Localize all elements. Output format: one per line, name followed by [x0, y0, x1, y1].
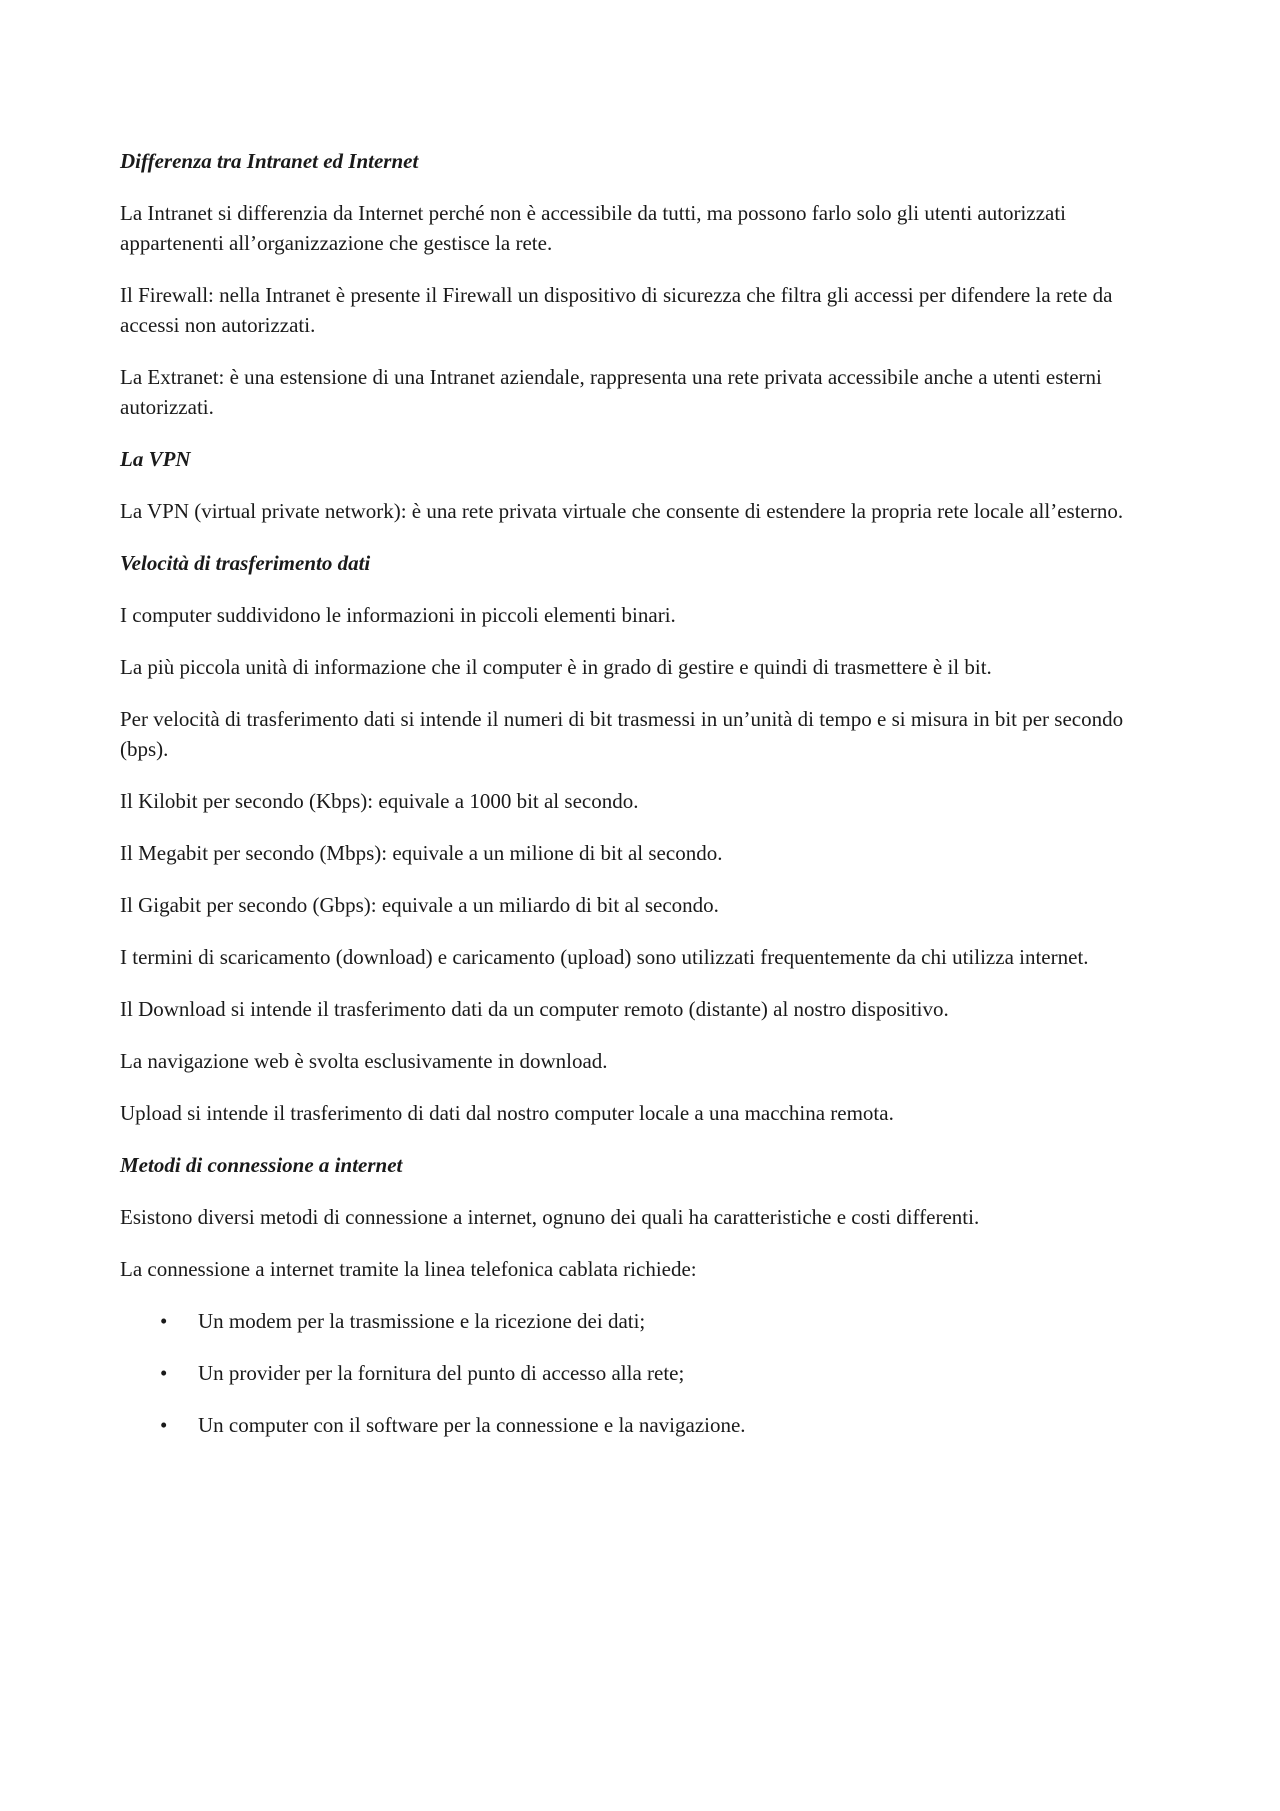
- paragraph-kbps: Il Kilobit per secondo (Kbps): equivale a 1000 bit al secondo.: [120, 789, 639, 813]
- paragraph-intranet: La Intranet si differenzia da Internet perché non è accessibile da tutti, ma possono farlo solo gli utenti autorizzati appartenenti all’organizzazione che gestisce la rete.: [120, 201, 1067, 255]
- list-item: [120, 1306, 1160, 1336]
- heading-intranet-internet: Differenza tra Intranet ed Internet: [120, 149, 419, 173]
- paragraph-download: Il Download si intende il trasferimento dati da un computer remoto (distante) al nostro dispositivo.: [120, 997, 949, 1021]
- heading-metodi-connessione: Metodi di connessione a internet: [120, 1153, 403, 1177]
- requirements-list: [120, 1306, 1160, 1440]
- heading-velocita: Velocità di trasferimento dati: [120, 551, 371, 575]
- paragraph-metodi: Esistono diversi metodi di connessione a internet, ognuno dei quali ha caratteristiche e costi differenti.: [120, 1205, 980, 1229]
- paragraph-navigazione: La navigazione web è svolta esclusivamente in download.: [120, 1049, 608, 1073]
- paragraph-upload: Upload si intende il trasferimento di dati dal nostro computer locale a una macchina remota.: [120, 1101, 894, 1125]
- paragraph-extranet: La Extranet: è una estensione di una Intranet aziendale, rappresenta una rete privata accessibile anche a utenti esterni autorizzati.: [120, 365, 1102, 419]
- list-item-text: Un modem per la trasmissione e la ricezione dei dati;: [198, 1309, 646, 1333]
- list-item-text: Un provider per la fornitura del punto di accesso alla rete;: [198, 1361, 685, 1385]
- bullet-icon: •: [160, 1413, 168, 1437]
- paragraph-binari: I computer suddividono le informazioni in piccoli elementi binari.: [120, 603, 676, 627]
- paragraph-gbps: Il Gigabit per secondo (Gbps): equivale a un miliardo di bit al secondo.: [120, 893, 719, 917]
- list-item: [120, 1358, 1160, 1388]
- paragraph-mbps: Il Megabit per secondo (Mbps): equivale a un milione di bit al secondo.: [120, 841, 723, 865]
- list-item-text: Un computer con il software per la connessione e la navigazione.: [198, 1413, 746, 1437]
- paragraph-firewall: Il Firewall: nella Intranet è presente il Firewall un dispositivo di sicurezza che filtra gli accessi per difendere la rete da accessi non autorizzati.: [120, 283, 1113, 337]
- document-page: [120, 146, 1160, 1462]
- list-item: [120, 1410, 1160, 1440]
- paragraph-vpn: La VPN (virtual private network): è una rete privata virtuale che consente di estendere la propria rete locale all’esterno.: [120, 499, 1124, 523]
- bullet-icon: •: [160, 1309, 168, 1333]
- paragraph-download-upload: I termini di scaricamento (download) e caricamento (upload) sono utilizzati frequentemente da chi utilizza internet.: [120, 945, 1089, 969]
- paragraph-bit: La più piccola unità di informazione che il computer è in grado di gestire e quindi di trasmettere è il bit.: [120, 655, 992, 679]
- bullet-icon: •: [160, 1361, 168, 1385]
- heading-vpn: La VPN: [120, 447, 191, 471]
- paragraph-linea-telefonica: La connessione a internet tramite la linea telefonica cablata richiede:: [120, 1257, 697, 1281]
- paragraph-bps: Per velocità di trasferimento dati si intende il numeri di bit trasmessi in un’unità di tempo e si misura in bit per secondo (bps).: [120, 707, 1124, 761]
